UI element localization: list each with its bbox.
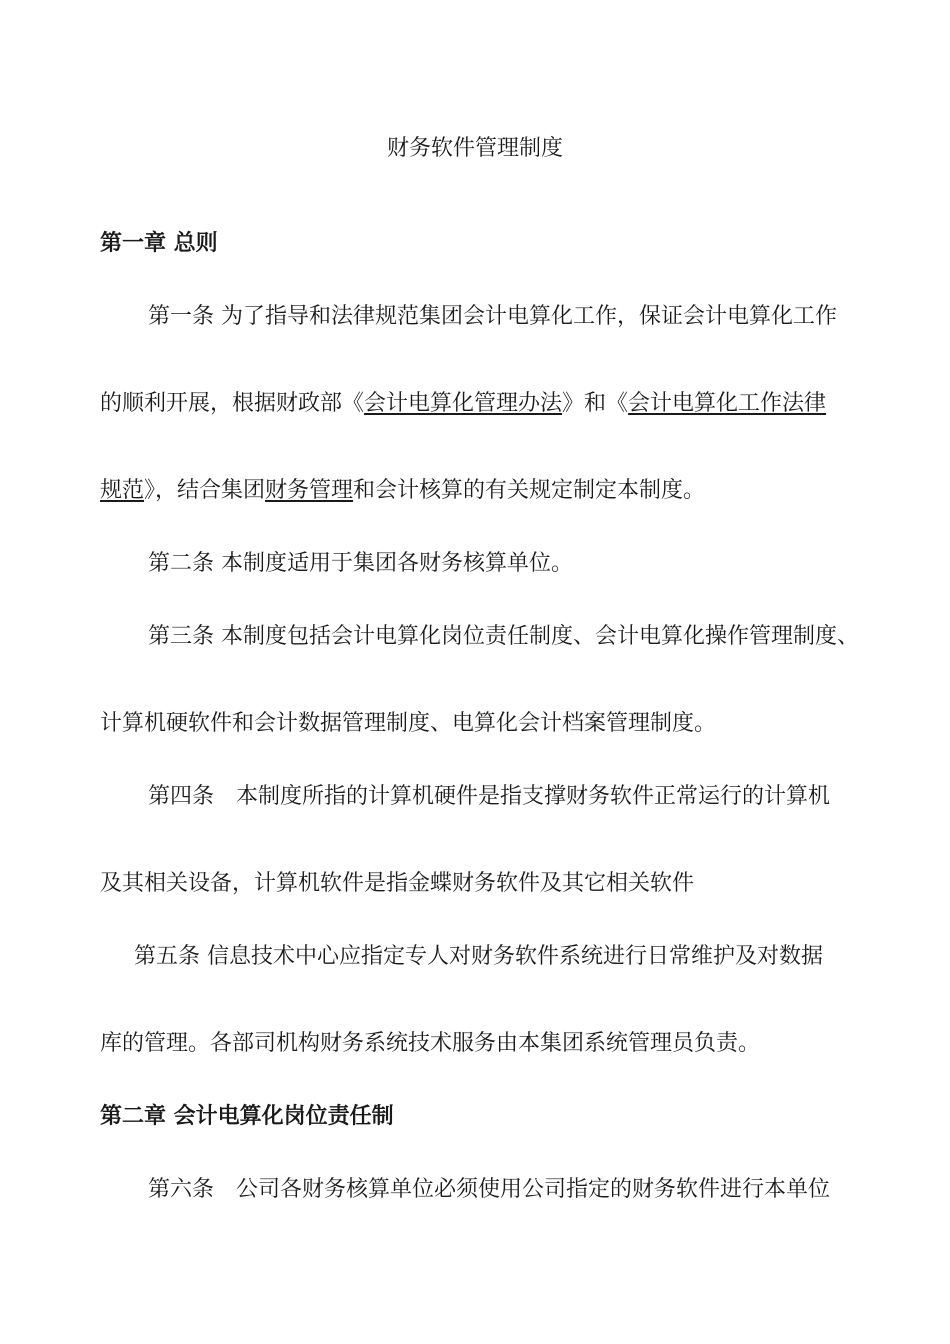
article-1-line-3-text-a: 》，结合集团 <box>144 478 266 503</box>
document-title: 财务软件管理制度 <box>386 136 563 161</box>
article-5-line-2: 库的管理。各部司机构财务系统技术服务由本集团系统管理员负责。 <box>100 1031 761 1056</box>
article-1-line-2-text-a: 的顺利开展，根据财政部《 <box>100 391 365 416</box>
article-1-line-2 <box>100 389 826 419</box>
article-3-line-1: 第三条 本制度包括会计电算化岗位责任制度、会计电算化操作管理制度、 <box>148 624 859 649</box>
article-2-line-1: 第二条 本制度适用于集团各财务核算单位。 <box>148 551 573 576</box>
article-6-line-1: 第六条 公司各财务核算单位必须使用公司指定的财务软件进行本单位 <box>148 1177 831 1202</box>
chapter-2-heading: 第二章 会计电算化岗位责任制 <box>100 1104 394 1129</box>
chapter-1-heading: 第一章 总则 <box>100 231 218 256</box>
article-1-line-1: 第一条 为了指导和法律规范集团会计电算化工作，保证会计电算化工作 <box>148 304 837 329</box>
article-1-line-3 <box>100 476 705 506</box>
article-3-line-2: 计算机硬软件和会计数据管理制度、电算化会计档案管理制度。 <box>100 711 717 736</box>
link-financial-management[interactable]: 财务管理 <box>265 478 354 503</box>
article-4-line-2: 及其相关设备，计算机软件是指金蝶财务软件及其它相关软件 <box>100 871 695 896</box>
article-1-line-3-text-b: 和会计核算的有关规定制定本制度。 <box>353 478 706 503</box>
link-accounting-computerization-measures[interactable]: 会计电算化管理办法 <box>364 391 563 416</box>
article-5-line-1: 第五条 信息技术中心应指定专人对财务软件系统进行日常维护及对数据 <box>134 944 823 969</box>
article-4-line-1: 第四条 本制度所指的计算机硬件是指支撑财务软件正常运行的计算机 <box>148 784 831 809</box>
article-1-line-2-text-b: 》和《 <box>562 391 629 416</box>
link-accounting-computerization-work-regulations[interactable]: 会计电算化工作法律 <box>628 391 827 416</box>
link-regulations-continued[interactable]: 规范 <box>100 478 145 503</box>
